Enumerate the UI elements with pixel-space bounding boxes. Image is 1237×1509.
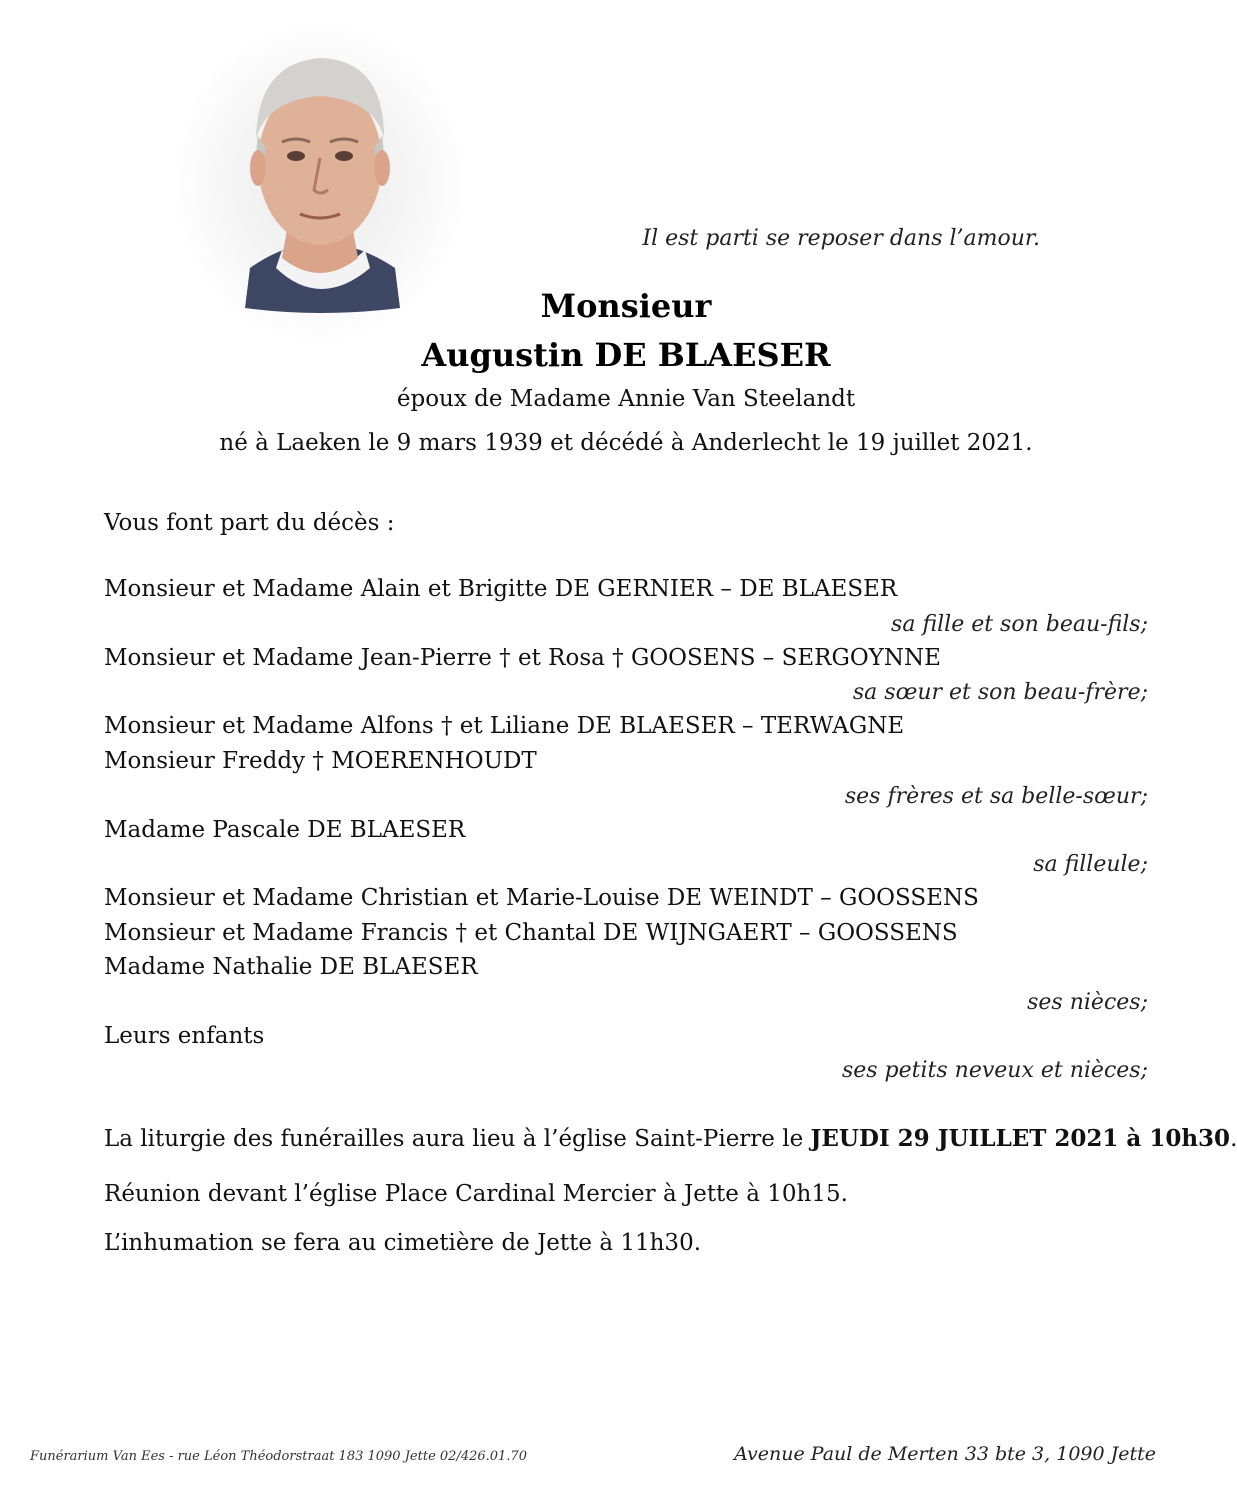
honorific-title: Monsieur bbox=[540, 287, 712, 325]
epitaph-quote: Il est parti se reposer dans l’amour. bbox=[642, 226, 1040, 251]
liturgy-date: JEUDI 29 JUILLET 2021 à 10h30 bbox=[810, 1125, 1231, 1152]
family-member-line: Monsieur et Madame Alfons † et Liliane DE BLAESER – TERWAGNE bbox=[104, 713, 905, 739]
family-member-line: Monsieur et Madame Francis † et Chantal DE WIJNGAERT – GOOSSENS bbox=[104, 920, 958, 946]
family-relation: ses frères et sa belle-sœur; bbox=[844, 784, 1148, 809]
birth-death-line: né à Laeken le 9 mars 1939 et décédé à Anderlecht le 19 juillet 2021. bbox=[219, 430, 1033, 456]
address-footer: Avenue Paul de Merten 33 bte 3, 1090 Jette bbox=[734, 1443, 1156, 1465]
announcement-intro: Vous font part du décès : bbox=[104, 510, 395, 536]
liturgy-line bbox=[104, 1125, 1237, 1152]
funeral-home-footer: Funérarium Van Ees - rue Léon Théodorstraat 183 1090 Jette 02/426.01.70 bbox=[30, 1449, 527, 1464]
family-member-line: Leurs enfants bbox=[104, 1023, 265, 1049]
family-member-line: Monsieur et Madame Alain et Brigitte DE GERNIER – DE BLAESER bbox=[104, 576, 898, 602]
liturgy-prefix: La liturgie des funérailles aura lieu à l’église Saint-Pierre le bbox=[104, 1126, 811, 1152]
family-member-line: Monsieur Freddy † MOERENHOUDT bbox=[104, 748, 537, 774]
deceased-name: Augustin DE BLAESER bbox=[421, 336, 831, 374]
family-relation: sa fille et son beau-fils; bbox=[891, 612, 1148, 637]
family-relation: sa filleule; bbox=[1033, 852, 1148, 877]
meeting-line: Réunion devant l’église Place Cardinal Mercier à Jette à 10h15. bbox=[104, 1181, 848, 1207]
spouse-line: époux de Madame Annie Van Steelandt bbox=[396, 386, 856, 412]
burial-line: L’inhumation se fera au cimetière de Jette à 11h30. bbox=[104, 1230, 702, 1256]
family-member-line: Madame Nathalie DE BLAESER bbox=[104, 954, 478, 980]
family-member-line: Monsieur et Madame Jean-Pierre † et Rosa † GOOSENS – SERGOYNNE bbox=[104, 645, 941, 671]
family-relation: sa sœur et son beau-frère; bbox=[852, 680, 1148, 705]
family-member-line: Monsieur et Madame Christian et Marie-Louise DE WEINDT – GOOSSENS bbox=[104, 885, 979, 911]
family-member-line: Madame Pascale DE BLAESER bbox=[104, 817, 466, 843]
family-relation: ses nièces; bbox=[1027, 990, 1148, 1015]
liturgy-suffix: . bbox=[1230, 1126, 1237, 1152]
family-relation: ses petits neveux et nièces; bbox=[841, 1058, 1148, 1083]
